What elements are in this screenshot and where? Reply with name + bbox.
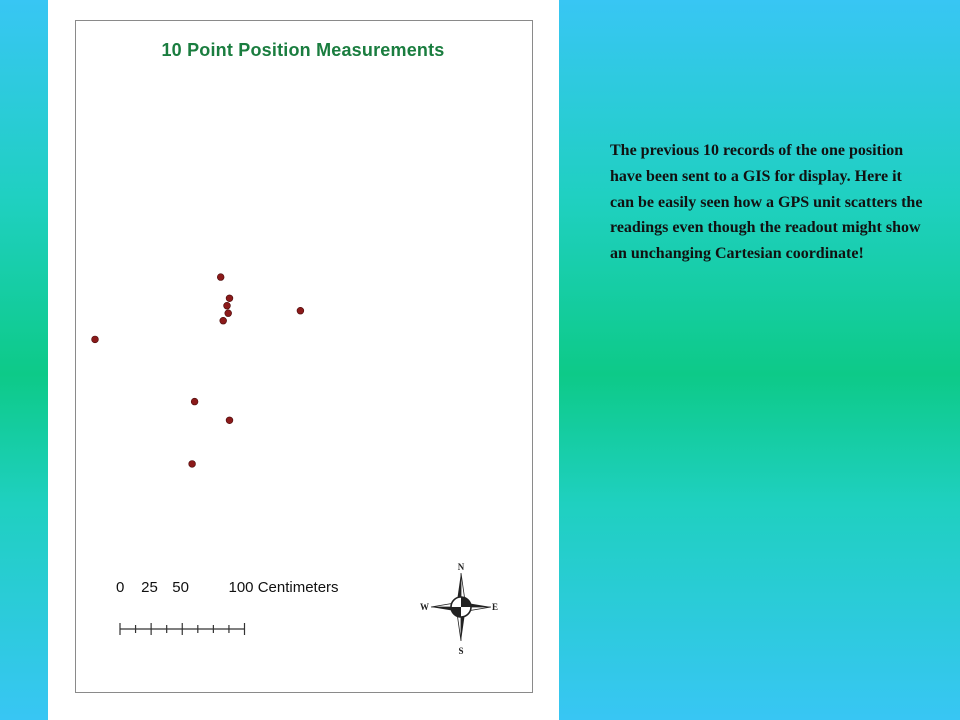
measurement-point-4 <box>225 310 232 317</box>
south-label: S <box>458 646 464 656</box>
description-text: The previous 10 records of the one position have been sent to a GIS for display. Here it can be easily seen how a GPS unit scatters the readings even though the readout might show an unchanging Cartesian coordinate! <box>610 142 923 263</box>
scale-bar-label: 50 <box>172 579 189 596</box>
north-label: N <box>457 562 465 572</box>
north-arrow-icon <box>420 562 498 656</box>
scale-bar-label: 100 Centimeters <box>228 579 339 596</box>
measurement-point-3 <box>224 302 231 309</box>
measurement-point-6 <box>297 307 304 314</box>
east-label: E <box>492 602 499 612</box>
scale-bar-label: 25 <box>141 579 158 596</box>
measurement-point-2 <box>226 295 233 302</box>
measurement-point-1 <box>217 274 224 281</box>
west-label: W <box>420 602 429 612</box>
scale-bar-label: 0 <box>116 579 125 596</box>
measurement-point-8 <box>191 398 198 405</box>
measurement-point-9 <box>226 417 233 424</box>
measurement-point-5 <box>220 317 227 324</box>
measurement-point-7 <box>92 336 99 343</box>
map-title: 10 Point Position Measurements <box>161 40 445 60</box>
measurement-point-10 <box>189 461 196 468</box>
measurement-points <box>92 274 304 468</box>
scale-bar <box>120 623 245 635</box>
